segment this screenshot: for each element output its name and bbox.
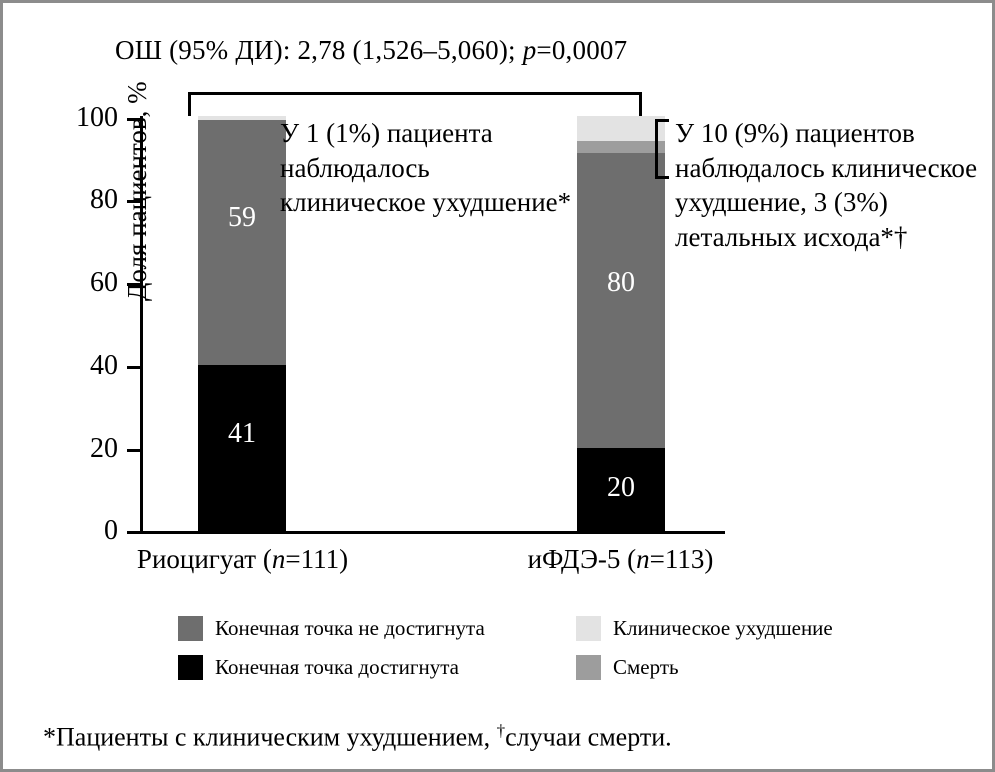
chart-title-p-value: =0,0007 [536,35,628,65]
chart-footnote [43,721,672,753]
bar-pde5i[interactable] [577,116,665,531]
chart-title-p-symbol: p [522,35,537,65]
segment-endpoint-met-pde5i [577,448,665,531]
segment-value-endpoint-not-met-riociguat: 59 [228,202,256,233]
x-label-riociguat [100,544,385,575]
legend-item-endpoint-met [178,655,576,680]
y-tick-label-0: 0 [104,515,118,546]
annotation-pde5i: У 10 (9%) пациентов наблюдалось клиническое ухудшение, 3 (3%) летальных исхода*† [675,118,978,252]
segment-value-endpoint-met-riociguat: 41 [228,418,256,449]
x-label-riociguat-n: n [271,544,286,574]
segment-value-endpoint-met-pde5i: 20 [607,472,635,503]
x-label-pde5i-count: =113) [649,544,714,574]
legend-swatch-endpoint-met [178,655,203,680]
y-tick-label-20: 20 [90,433,118,464]
x-label-riociguat-count: =111) [285,544,349,574]
x-label-pde5i-text: иФДЭ-5 ( [527,544,637,574]
chart-legend [178,616,918,694]
legend-label-death: Смерть [613,655,679,679]
legend-item-endpoint-not-met [178,616,576,641]
annotation-bracket-pde5i [655,119,669,179]
y-tick-label-40: 40 [90,350,118,381]
bracket-horizontal-line [188,92,642,95]
legend-label-endpoint-not-met: Конечная точка не достигнута [215,616,485,640]
bracket-right-tick [639,92,642,116]
segment-clinical-worsening-pde5i [577,116,665,141]
legend-row [178,655,918,680]
chart-title [115,35,627,66]
x-label-riociguat-text: Риоцигуат ( [136,544,272,574]
segment-death-pde5i [577,141,665,153]
bar-riociguat[interactable] [198,116,286,531]
segment-value-endpoint-not-met-pde5i: 80 [607,267,635,298]
legend-label-endpoint-met: Конечная точка достигнута [215,655,459,679]
y-tick-label-100: 100 [76,102,118,133]
legend-item-clinical-worsening [576,616,833,641]
footnote-part1: *Пациенты с клиническим ухудшением, [43,722,497,752]
segment-endpoint-not-met-pde5i [577,153,665,448]
legend-swatch-clinical-worsening [576,616,601,641]
segment-endpoint-not-met-riociguat [198,120,286,365]
legend-label-clinical-worsening: Клиническое ухудшение [613,616,833,640]
y-tick-label-60: 60 [90,267,118,298]
y-axis-title: Доля пациентов, % [122,81,152,301]
legend-item-death [576,655,679,680]
legend-swatch-death [576,655,601,680]
annotation-riociguat: У 1 (1%) пациента наблюдалось клиническое ухудшение* [280,118,572,218]
x-label-pde5i [478,544,763,575]
footnote-dagger: † [496,721,506,740]
bracket-left-tick [188,92,191,116]
legend-swatch-endpoint-not-met [178,616,203,641]
legend-row [178,616,918,641]
x-label-pde5i-n: n [636,544,650,574]
y-tick-label-80: 80 [90,184,118,215]
footnote-part2: случаи смерти. [505,722,672,752]
chart-title-statistic: ОШ (95% ДИ): 2,78 (1,526–5,060); [115,35,523,65]
x-axis-line [140,531,725,534]
segment-endpoint-met-riociguat [198,365,286,531]
comparison-bracket [188,92,642,116]
